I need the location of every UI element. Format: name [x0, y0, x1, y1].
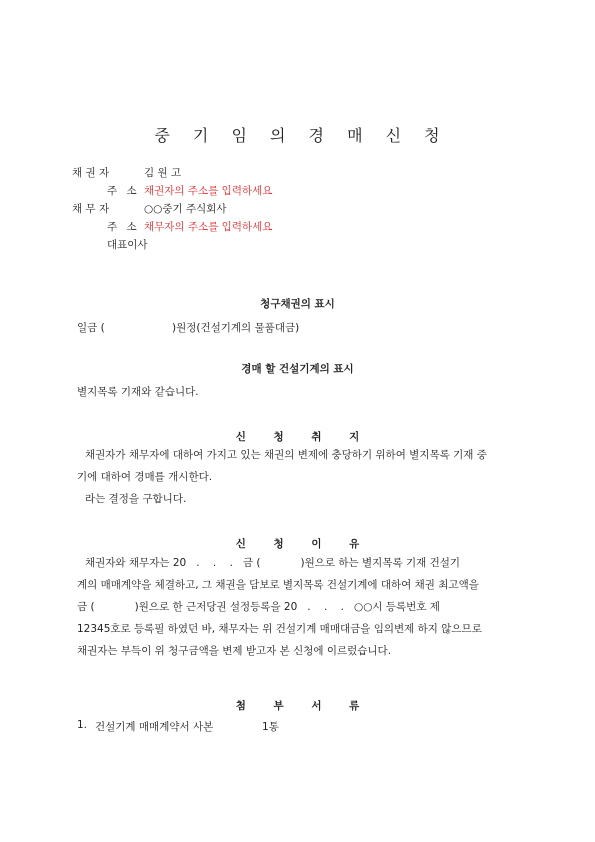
- reason-line: 계의 매매계약을 체결하고, 그 채권을 담보로 별지목록 건설기계에 대하여 채권 최고액을: [77, 579, 479, 591]
- creditor-address-placeholder[interactable]: 채권자의 주소를 입력하세요: [144, 185, 273, 197]
- debtor-label: 채 무 자: [72, 203, 110, 215]
- attachment-number: 1.: [77, 719, 88, 731]
- debtor-name: ○○중기 주식회사: [144, 203, 227, 215]
- creditor-address-label: 주 소: [107, 185, 137, 197]
- creditor-name: 김 원 고: [144, 167, 182, 179]
- attachments-heading: 첨 부 서 류: [235, 700, 360, 712]
- creditor-label: 채 권 자: [72, 167, 110, 179]
- attachment-name: 건설기계 매매계약서 사본: [95, 721, 214, 733]
- machine-text: 별지목록 기재와 같습니다.: [77, 386, 199, 398]
- reason-line: 12345호로 등록필 하였던 바, 채무자는 위 건설기계 매매대금을 임의변제 하지 않으므로: [77, 623, 482, 635]
- purpose-line: 기에 대하여 경매를 개시한다.: [77, 471, 213, 483]
- purpose-line: 채권자가 채무자에 대하여 가지고 있는 채권의 변제에 충당하기 위하여 별지목록 기재 중: [85, 449, 487, 461]
- purpose-line: 라는 결정을 구합니다.: [85, 493, 187, 505]
- reason-heading: 신 청 이 유: [235, 538, 360, 550]
- reason-line: 금 ( )원으로 한 근저당권 설정등록을 20 . . . ○○시 등록번호 제: [77, 601, 440, 613]
- claim-heading: 청구채권의 표시: [260, 298, 335, 310]
- purpose-text: [77, 444, 487, 510]
- machine-heading: 경매 할 건설기계의 표시: [241, 363, 354, 375]
- claim-prefix: 일금 (: [77, 322, 105, 334]
- reason-line: 채권자는 부득이 위 청구금액을 변제 받고자 본 신청에 이르렀습니다.: [77, 645, 392, 657]
- reason-line: 채권자와 채무자는 20 . . . 금 ( )원으로 하는 별지목록 기재 건설기: [85, 557, 460, 569]
- attachment-count: 1통: [262, 721, 279, 733]
- debtor-address-label: 주 소: [107, 221, 137, 233]
- purpose-heading: 신 청 취 지: [235, 431, 360, 443]
- reason-text: [77, 552, 482, 662]
- debtor-address-placeholder[interactable]: 채무자의 주소를 입력하세요: [144, 221, 273, 233]
- document-title: 중 기 임 의 경 매 신 청: [154, 126, 441, 145]
- claim-suffix: )원정(건설기계의 물품대금): [172, 322, 300, 334]
- representative-label: 대표이사: [107, 239, 148, 251]
